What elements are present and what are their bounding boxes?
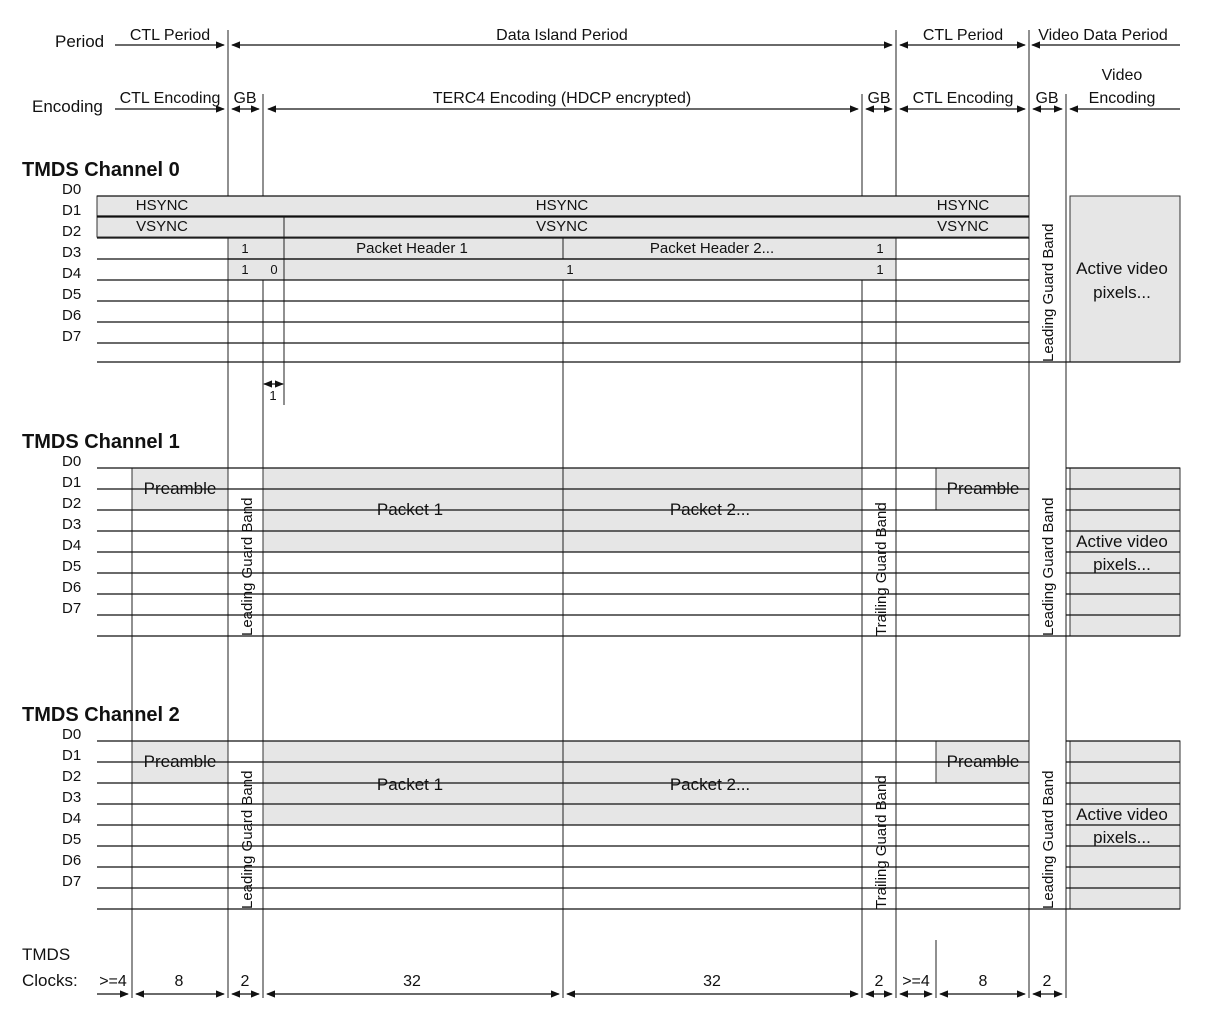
ch0-row-label-d5: D5 xyxy=(62,286,82,303)
ch1-row-label-d5: D5 xyxy=(62,558,82,575)
ch0-d3-zero: 0 xyxy=(270,262,278,277)
ch0-vsync-ctl-2: VSYNC xyxy=(937,218,989,235)
ch1-preamble-1: Preamble xyxy=(143,479,217,498)
channel-2-row-labels xyxy=(62,726,81,890)
period-video-data: Video Data Period xyxy=(1038,27,1168,44)
ch0-row-label-d0: D0 xyxy=(62,181,82,198)
enc-gb-2: GB xyxy=(867,90,891,107)
ch2-leading-guard-band: Leading Guard Band xyxy=(239,770,256,909)
ch0-d3-gb-1: 1 xyxy=(241,262,249,277)
ch0-row-label-d1: D1 xyxy=(62,202,82,219)
active-video-box-0 xyxy=(1070,196,1180,362)
clock-value-8: 2 xyxy=(1042,973,1052,990)
ch0-row-label-d3: D3 xyxy=(62,244,82,261)
ch0-hsync-ctl-1: HSYNC xyxy=(135,197,189,214)
ch2-trailing-guard-band: Trailing Guard Band xyxy=(873,775,890,909)
clock-value-4: 32 xyxy=(703,973,721,990)
ch2-row-label-d0: D0 xyxy=(62,726,82,743)
ch2-packet-1: Packet 1 xyxy=(376,775,444,794)
tmds-channel-0 xyxy=(22,159,1180,405)
ch2-active-video-1: Active video xyxy=(1076,805,1168,824)
ch2-row-label-d5: D5 xyxy=(62,831,82,848)
ch0-row-label-d4: D4 xyxy=(62,265,82,282)
ch2-preamble-2: Preamble xyxy=(946,752,1020,771)
ch0-leading-guard-band: Leading Guard Band xyxy=(1040,223,1057,362)
ch0-d2-gb-2: 1 xyxy=(876,241,884,256)
clock-value-1: 8 xyxy=(174,973,184,990)
ch1-row-label-d3: D3 xyxy=(62,516,82,533)
tmds-channel-2 xyxy=(22,704,1180,909)
ch1-leading-guard-band: Leading Guard Band xyxy=(239,497,256,636)
tmds-channel-1 xyxy=(22,431,1180,636)
ch0-hsync-ctl-2: HSYNC xyxy=(936,197,990,214)
ch0-row-label-d2: D2 xyxy=(62,223,82,240)
ch1-row-label-d7: D7 xyxy=(62,600,82,617)
period-row xyxy=(55,27,1180,51)
clock-value-3: 32 xyxy=(403,973,421,990)
period-label: Period xyxy=(55,32,105,51)
clock-value-7: 8 xyxy=(978,973,988,990)
ch0-vsync-ctl-1: VSYNC xyxy=(136,218,188,235)
ch1-packet-2: Packet 2... xyxy=(669,500,751,519)
ch2-active-video-2: pixels... xyxy=(1093,828,1151,847)
ch0-row-label-d7: D7 xyxy=(62,328,82,345)
enc-terc4: TERC4 Encoding (HDCP encrypted) xyxy=(432,90,692,107)
clocks-label-1: TMDS xyxy=(22,945,71,964)
ch2-packet-2: Packet 2... xyxy=(669,775,751,794)
channel-2-title: TMDS Channel 2 xyxy=(22,704,180,726)
encoding-label: Encoding xyxy=(32,97,103,116)
clock-value-6: >=4 xyxy=(902,973,930,990)
ch2-row-label-d7: D7 xyxy=(62,873,82,890)
ch1-row-label-d6: D6 xyxy=(62,579,82,596)
channel-1-row-labels xyxy=(62,453,81,617)
ch1-row-label-d4: D4 xyxy=(62,537,82,554)
ch0-one-clock-label: 1 xyxy=(269,388,277,403)
period-ctl-1: CTL Period xyxy=(129,27,211,44)
ch2-row-label-d2: D2 xyxy=(62,768,82,785)
period-ctl-2: CTL Period xyxy=(922,27,1004,44)
enc-gb-3: GB xyxy=(1035,90,1059,107)
ch1-row-label-d2: D2 xyxy=(62,495,82,512)
encoding-row xyxy=(32,67,1180,116)
ch1-active-video-1: Active video xyxy=(1076,532,1168,551)
tmds-clocks-row xyxy=(22,940,1062,998)
ch0-row-label-d6: D6 xyxy=(62,307,82,324)
ch1-active-video-2: pixels... xyxy=(1093,555,1151,574)
ch0-active-video-1: Active video xyxy=(1076,259,1168,278)
clocks-label-2: Clocks: xyxy=(22,971,78,990)
enc-video-2: Encoding xyxy=(1088,90,1156,107)
ch0-active-video-2: pixels... xyxy=(1093,283,1151,302)
ch0-hsync-data-island: HSYNC xyxy=(535,197,589,214)
ch0-d3-gb-2: 1 xyxy=(876,262,884,277)
ch2-row-label-d3: D3 xyxy=(62,789,82,806)
ch2-row-label-d6: D6 xyxy=(62,852,82,869)
clock-value-0: >=4 xyxy=(99,973,127,990)
ch2-row-label-d4: D4 xyxy=(62,810,82,827)
enc-gb-1: GB xyxy=(233,90,257,107)
clock-value-5: 2 xyxy=(874,973,884,990)
ch2-leading-guard-band-video: Leading Guard Band xyxy=(1040,770,1057,909)
ch0-d2-gb-1: 1 xyxy=(241,241,249,256)
ch1-leading-guard-band-video: Leading Guard Band xyxy=(1040,497,1057,636)
ch1-trailing-guard-band: Trailing Guard Band xyxy=(873,502,890,636)
ch0-vsync-data-island: VSYNC xyxy=(536,218,588,235)
period-data-island: Data Island Period xyxy=(496,27,628,44)
ch2-preamble-1: Preamble xyxy=(143,752,217,771)
clock-value-2: 2 xyxy=(240,973,250,990)
ch1-preamble-2: Preamble xyxy=(946,479,1020,498)
ch0-packet-header-1: Packet Header 1 xyxy=(356,240,468,257)
channel-0-title: TMDS Channel 0 xyxy=(22,159,180,181)
enc-ctl-1: CTL Encoding xyxy=(119,90,221,107)
ch1-row-label-d1: D1 xyxy=(62,474,82,491)
enc-video-1: Video xyxy=(1101,67,1143,84)
channel-1-title: TMDS Channel 1 xyxy=(22,431,180,453)
ch0-packet-header-2: Packet Header 2... xyxy=(649,240,775,257)
ch1-packet-1: Packet 1 xyxy=(376,500,444,519)
enc-ctl-2: CTL Encoding xyxy=(912,90,1014,107)
ch0-d3-one: 1 xyxy=(566,262,574,277)
channel-0-row-labels xyxy=(62,181,81,345)
ch2-row-label-d1: D1 xyxy=(62,747,82,764)
ch1-row-label-d0: D0 xyxy=(62,453,82,470)
